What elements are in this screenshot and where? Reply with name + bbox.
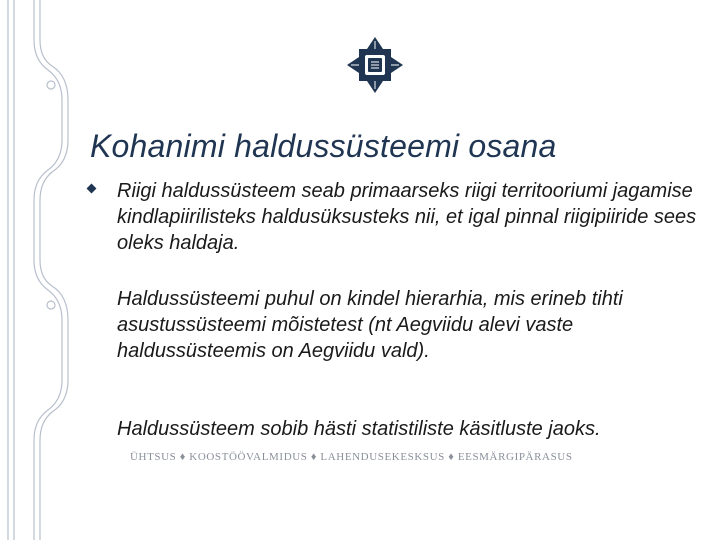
emblem-icon <box>345 35 405 95</box>
paragraph-3: Haldussüsteem sobib hästi statistiliste käsitluste jaoks. <box>117 418 601 440</box>
slide-title: Kohanimi haldussüsteemi osana <box>90 128 557 164</box>
side-line-ornament <box>0 0 80 540</box>
diamond-bullet-icon <box>87 184 97 194</box>
paragraph-2: Haldussüsteemi puhul on kindel hierarhia, mis erineb tihti asustussüsteemi mõistetest (nt Aegviidu alevi vaste haldussüsteemis on Aegviidu vald). <box>117 288 623 362</box>
footer-values: ÜHTSUS ♦ KOOSTÖÖVALMIDUS ♦ LAHENDUSEKESKSUS ♦ EESMÄRGIPÄRASUS <box>130 451 573 463</box>
paragraph-1: Riigi haldussüsteem seab primaarseks riigi territooriumi jagamise kindlapiirilisteks haldusüksusteks nii, et igal pinnal riigipiiride sees oleks haldaja. <box>117 180 697 254</box>
